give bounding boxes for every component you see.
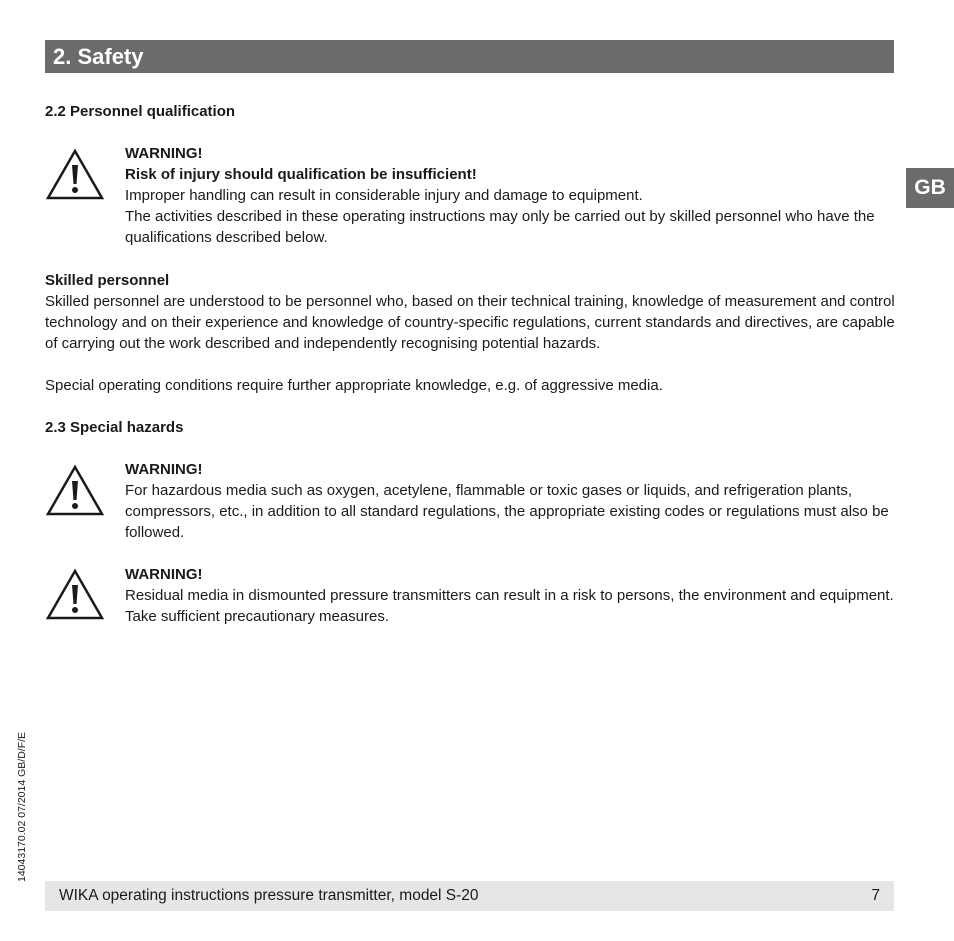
page-title: 2. Safety <box>45 40 894 73</box>
page-number: 7 <box>871 887 880 904</box>
section-heading-2-2: 2.2 Personnel qualification <box>45 103 236 120</box>
document-code: 14043170.02 07/2014 GB/D/F/E <box>16 731 28 882</box>
warning-triangle-icon <box>45 147 105 201</box>
skilled-personnel-text: Skilled personnel are understood to be personnel who, based on their technical training, knowledge of measurement and control technology and on their experience and knowledge of country-specific regulations, current standards and directives, are capable of carrying out the work described and independently recognising potential hazards. <box>45 293 895 352</box>
language-tab: GB <box>906 168 954 208</box>
warning-subheading: Risk of injury should qualification be insufficient! <box>125 166 477 183</box>
warning-text-line: The activities described in these operating instructions may only be carried out by skilled personnel who have the qualifications described below. <box>125 208 875 246</box>
warning-triangle-icon <box>45 463 105 517</box>
warning-label: WARNING! <box>125 566 203 583</box>
warning-block-qualification <box>125 143 895 248</box>
warning-text-line: Improper handling can result in considerable injury and damage to equipment. <box>125 187 643 204</box>
section-heading-2-3: 2.3 Special hazards <box>45 419 184 436</box>
footer-text: WIKA operating instructions pressure transmitter, model S-20 <box>59 887 479 904</box>
warning-text: For hazardous media such as oxygen, acetylene, flammable or toxic gases or liquids, and refrigeration plants, compressors, etc., in addition to all standard regulations, the appropriate existing codes or regulations must also be followed. <box>125 482 889 541</box>
skilled-personnel-heading: Skilled personnel <box>45 272 170 289</box>
warning-label: WARNING! <box>125 461 203 478</box>
warning-block-residual-media <box>125 564 895 627</box>
warning-block-hazardous-media <box>125 459 895 543</box>
page-footer <box>45 881 894 911</box>
warning-triangle-icon <box>45 567 105 621</box>
special-conditions-text: Special operating conditions require further appropriate knowledge, e.g. of aggressive media. <box>45 377 663 394</box>
warning-text-line: Residual media in dismounted pressure transmitters can result in a risk to persons, the environment and equipment. <box>125 587 894 604</box>
warning-text-line: Take sufficient precautionary measures. <box>125 608 390 625</box>
warning-label: WARNING! <box>125 145 203 162</box>
